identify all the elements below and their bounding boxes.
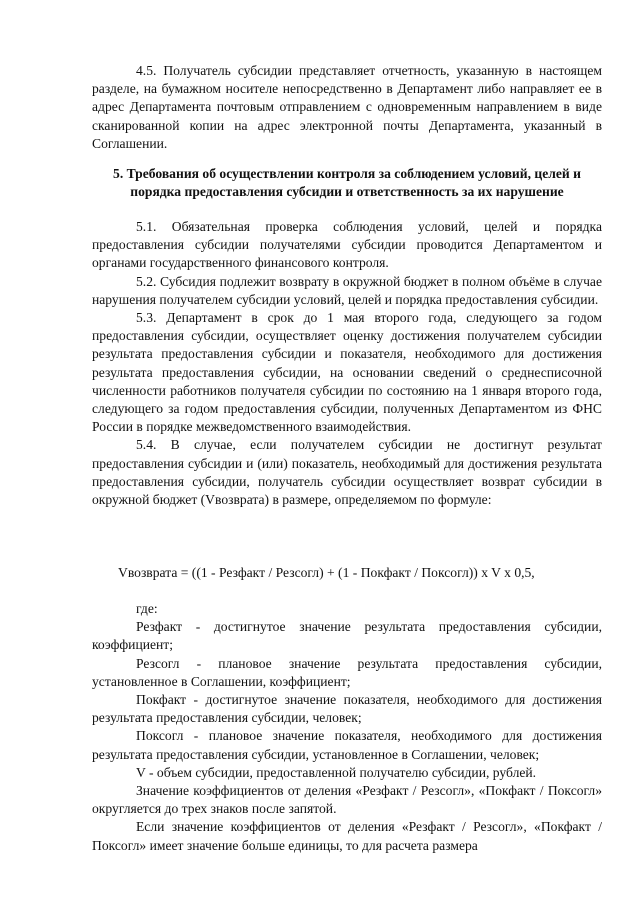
definition-rezsogl: Резсогл - плановое значение результата предоставления субсидии, установленное в Соглашении, коэффициент; [92, 655, 602, 689]
paragraph-5-3: 5.3. Департамент в срок до 1 мая второго года, следующего за годом предоставления субсидии, осуществляет оценку достижения получателем субсидии результата предоставления субсидии и показателя, необходимого для достижения результата предоставления субсидии, на основании сведений о среднесписочной численности работников получателя субсидии по состоянию на 1 января второго года, следующего за годом предоставления субсидии, полученных Департаментом из ФНС России в порядке межведомственного взаимодействия. [92, 310, 602, 435]
paragraph-5-1: 5.1. Обязательная проверка соблюдения условий, целей и порядка предоставления субсидии получателями субсидии проводится Департаментом и органами государственного финансового контроля. [92, 219, 602, 271]
paragraph-5-2: 5.2. Субсидия подлежит возврату в окружной бюджет в полном объёме в случае нарушения получателем субсидии условий, целей и порядка предоставления субсидии. [92, 273, 602, 307]
definition-pokfakt: Покфакт - достигнутое значение показателя, необходимого для достижения результата предоставления субсидии, человек; [92, 692, 602, 726]
paragraph-4-5-block [92, 62, 602, 153]
definition-v: V - объем субсидии, предоставленной получателю субсидии, рублей. [136, 764, 537, 780]
definitions-block [92, 600, 602, 855]
formula-block [118, 564, 608, 582]
section-5-heading-block [92, 165, 602, 201]
section-5-heading: 5. Требования об осуществлении контроля за соблюдением условий, целей и порядка предоставления субсидии и ответственность за их нарушение [113, 166, 581, 200]
paragraph-5-4: 5.4. В случае, если получателем субсидии не достигнут результат предоставления субсидии и (или) показатель, необходимый для достижения результата предоставления субсидии, получатель субсидии осуществляет возврат субсидии в окружной бюджет (Vвозврата) в размере, определяемом по формуле: [92, 437, 602, 508]
paragraph-4-5: 4.5. Получатель субсидии представляет отчетность, указанную в настоящем разделе, на бумажном носителе непосредственно в Департамент либо направляет ее в адрес Департамента почтовым отправлением с одновременным направлением в виде сканированной копии на адрес электронной почты Департамента, указанный в Соглашении. [92, 63, 602, 151]
definition-poksogl: Поксогл - плановое значение показателя, необходимого для достижения результата предоставления субсидии, установленное в Соглашении, человек; [92, 728, 602, 762]
paragraph-exceed: Если значение коэффициентов от деления «Резфакт / Резсогл», «Покфакт / Поксогл» имеет значение больше единицы, то для расчета размера [92, 819, 602, 853]
definition-rezfakt: Резфакт - достигнутое значение результата предоставления субсидии, коэффициент; [92, 619, 602, 653]
where-label: где: [136, 601, 158, 616]
paragraph-rounding: Значение коэффициентов от деления «Резфакт / Резсогл», «Покфакт / Поксогл» округляется до трех знаков после запятой. [92, 783, 602, 817]
section-5-body [92, 218, 602, 509]
refund-formula: Vвозврата = ((1 - Резфакт / Резсогл) + (1 - Покфакт / Поксогл)) x V x 0,5, [118, 565, 535, 580]
